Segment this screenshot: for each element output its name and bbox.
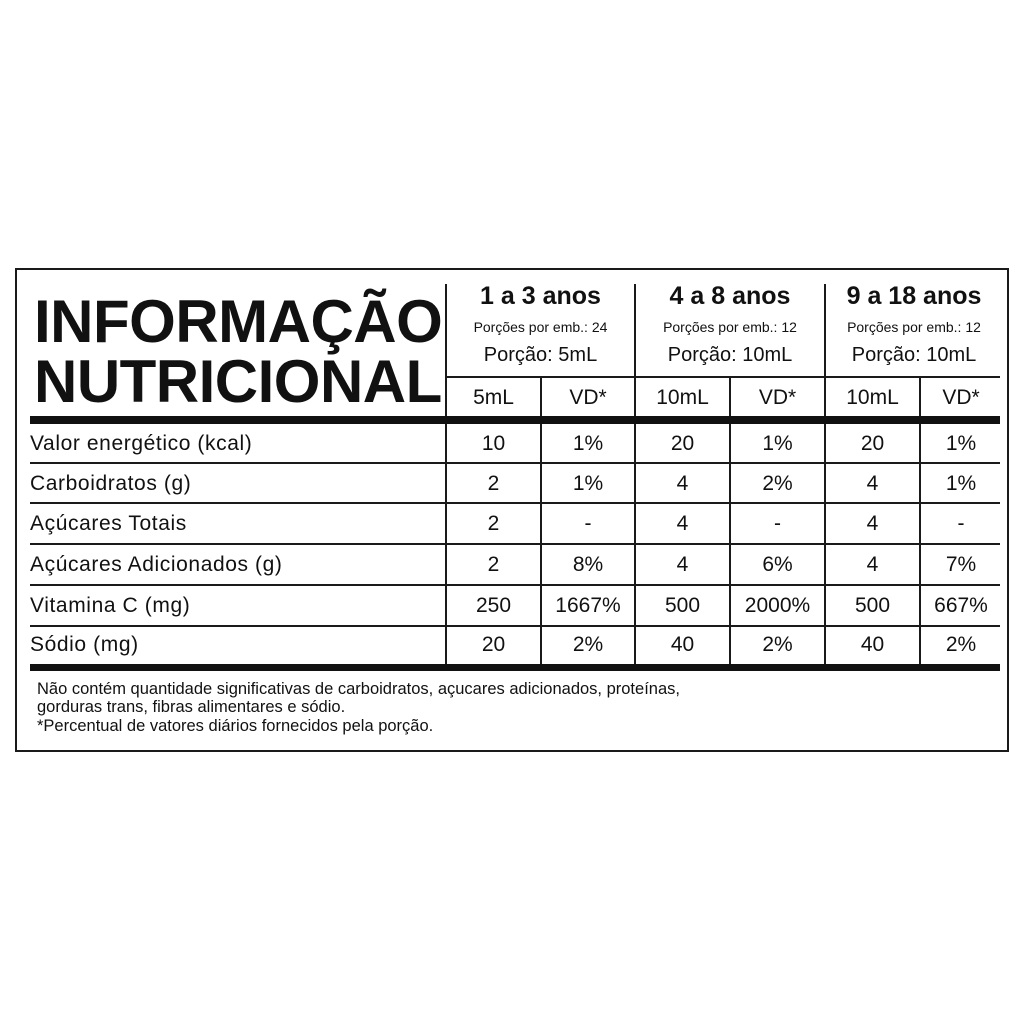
cell-vitamin-c-g3-amount: 500 [854, 594, 891, 617]
cell-vitamin-c-g2-amount: 500 [664, 594, 701, 617]
cell-sodium-g1-amount: 20 [481, 633, 506, 656]
group-2-vd-header: VD* [758, 386, 797, 409]
cell-vitamin-c-g1-vd: 1667% [555, 594, 621, 617]
group-2-age: 4 a 8 anos [669, 282, 791, 310]
cell-energy-g1-amount: 10 [481, 432, 506, 455]
title-line-1: INFORMAÇÃO [34, 288, 443, 355]
cell-sodium-g3-vd: 2% [945, 633, 977, 656]
group-1-vd-header: VD* [569, 386, 607, 409]
cell-vitamin-c-g2-vd: 2000% [744, 594, 811, 617]
table-bottom-thick-rule [30, 664, 1000, 671]
cell-total-sugars-g2-amount: 4 [676, 512, 689, 535]
row-label-energy: Valor energético (kcal) [30, 432, 253, 455]
cell-carbs-g1-vd: 1% [572, 472, 604, 495]
cell-energy-g3-vd: 1% [945, 432, 977, 455]
cell-carbs-g2-amount: 4 [676, 472, 689, 495]
cell-added-sugars-g1-vd: 8% [572, 553, 604, 576]
cell-carbs-g2-vd: 2% [762, 472, 793, 495]
cell-total-sugars-g2-vd: - [774, 512, 781, 535]
group-3-portion: Porção: 10mL [851, 344, 977, 366]
footnote-line-1: Não contém quantidade significativas de carboidratos, açucares adicionados, proteínas, [37, 680, 680, 698]
group-1-servings: Porções por emb.: 24 [473, 319, 608, 335]
cell-sodium-g2-vd: 2% [762, 633, 793, 656]
row-label-sodium: Sódio (mg) [30, 633, 139, 656]
row-label-added-sugars: Açúcares Adicionados (g) [30, 553, 283, 576]
cell-total-sugars-g3-amount: 4 [866, 512, 879, 535]
group-2-portion: Porção: 10mL [667, 344, 793, 366]
cell-carbs-g3-vd: 1% [945, 472, 977, 495]
row-label-vitamin-c: Vitamina C (mg) [30, 594, 191, 617]
cell-sodium-g2-amount: 40 [670, 633, 695, 656]
group-3-age: 9 a 18 anos [846, 282, 982, 310]
cell-energy-g3-amount: 20 [860, 432, 885, 455]
cell-added-sugars-g3-amount: 4 [866, 553, 879, 576]
group-1-amount-header: 5mL [473, 386, 514, 409]
group-2-amount-header: 10mL [656, 386, 709, 409]
cell-sodium-g3-amount: 40 [860, 633, 885, 656]
cell-energy-g2-vd: 1% [762, 432, 793, 455]
group-3-amount-header: 10mL [846, 386, 899, 409]
cell-vitamin-c-g1-amount: 250 [475, 594, 512, 617]
cell-added-sugars-g3-vd: 7% [945, 553, 977, 576]
group-3-servings: Porções por emb.: 12 [847, 319, 981, 335]
row-label-total-sugars: Açúcares Totais [30, 512, 187, 535]
footnote-line-3: *Percentual de vatores diários fornecidos pela porção. [37, 717, 434, 735]
cell-carbs-g3-amount: 4 [866, 472, 879, 495]
cell-added-sugars-g2-amount: 4 [676, 553, 689, 576]
footnote-line-2: gorduras trans, fibras alimentares e sódio. [37, 698, 346, 716]
cell-total-sugars-g1-amount: 2 [487, 512, 500, 535]
nutrition-facts-label [15, 268, 1009, 752]
cell-energy-g1-vd: 1% [572, 432, 604, 455]
row-label-carbs: Carboidratos (g) [30, 472, 192, 495]
cell-total-sugars-g1-vd: - [584, 512, 592, 535]
cell-sodium-g1-vd: 2% [572, 633, 604, 656]
cell-carbs-g1-amount: 2 [487, 472, 500, 495]
group-1-age: 1 a 3 anos [480, 282, 601, 310]
cell-vitamin-c-g3-vd: 667% [934, 594, 988, 617]
title-line-2: NUTRICIONAL [34, 348, 442, 415]
cell-total-sugars-g3-vd: - [957, 512, 965, 535]
cell-added-sugars-g1-amount: 2 [487, 553, 500, 576]
cell-energy-g2-amount: 20 [670, 432, 695, 455]
group-3-vd-header: VD* [942, 386, 980, 409]
group-1-portion: Porção: 5mL [483, 344, 598, 366]
group-2-servings: Porções por emb.: 12 [663, 319, 797, 335]
cell-added-sugars-g2-vd: 6% [762, 553, 793, 576]
